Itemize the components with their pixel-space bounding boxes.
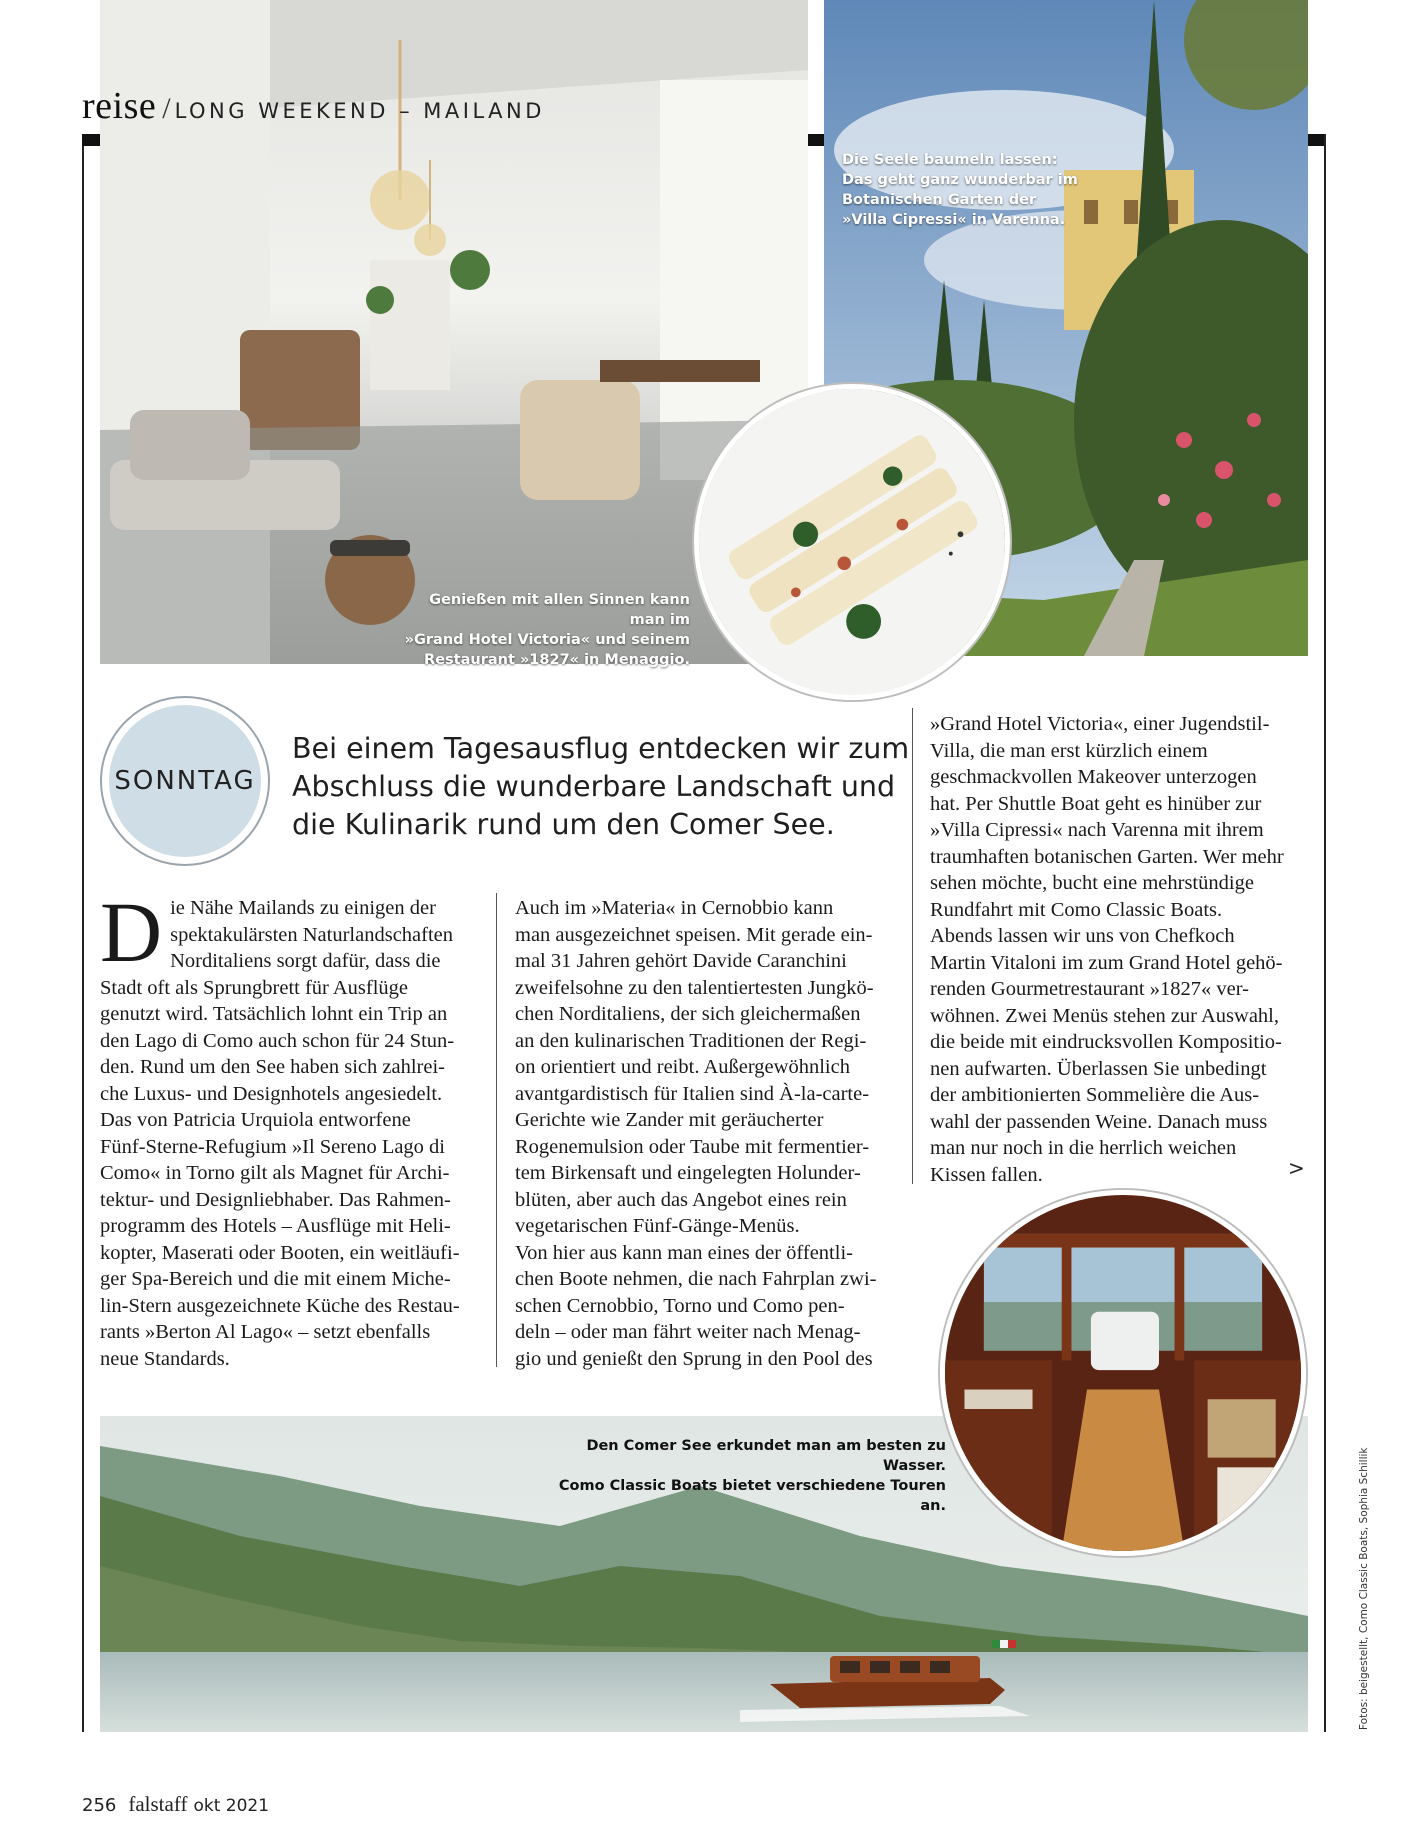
right-frame-line [1324, 134, 1326, 1732]
column-divider-1 [496, 893, 497, 1367]
body-column-2: Auch im »Materia« in Cernobbio kann man ausgezeichnet speisen. Mit gerade ein- mal 31 Jahren gehört Davide Caranchini zweifelsohne zu den talentiertesten Jungkö- chen Norditaliens, der sich gleichermaßen an den kulinarischen Traditionen der Regi- on orientiert und reibt. Außergewöhnlich avantgardistisch für Italien sind À-la-carte- Gerichte wie Zander mit geräucherter Rogenemulsion oder Taube mit fermentier- tem Birkensaft und eingelegten Holunder- blüten, aber auch das Angebot eines rein vegetarischen Fünf-Gänge-Menüs. Von hier aus kann man eines der öffentli- chen Boote nehmen, die nach Fahrplan zwi- schen Cernobbio, Torno und Como pen- deln – oder man fährt weiter nach Menag- gio und genießt den Sprung in den Pool des [515, 897, 877, 1370]
left-frame-line [82, 134, 84, 1732]
header-topic: LONG WEEKEND – MAILAND [174, 99, 545, 123]
hotel-photo-caption: Genießen mit allen Sinnen kann man im »Grand Hotel Victoria« und seinem Restaurant »1827« in Menaggio. [404, 592, 690, 668]
photo-credit: Fotos: beigestellt, Como Classic Boats, Sophia Schillik [1358, 1447, 1370, 1730]
lake-photo-caption: Den Comer See erkundet man am besten zu Wasser. Como Classic Boats bietet verschiedene Touren an. [558, 1438, 946, 1514]
frame-corner-right [1306, 134, 1324, 146]
body-column-3: »Grand Hotel Victoria«, einer Jugendstil- Villa, die man erst kürzlich einem geschmackvollen Makeover unterzogen hat. Per Shuttle Boat geht es hinüber zur »Villa Cipressi« nach Varenna mit ihrem traumhaften botanischen Garten. Wer mehr sehen möchte, bucht eine mehrstündige Rundfahrt mit Como Classic Boats. Abends lassen wir uns von Chefkoch Martin Vitaloni im zum Grand Hotel gehö- renden Gourmetrestaurant »1827« ver- wöhnen. Zwei Menüs stehen zur Auswahl, die beide mit eindrucksvollen Kompositio- nen aufwarten. Überlassen Sie unbedingt der ambitionierten Sommelière die Aus- wahl der passenden Weine. Danach muss man nur noch in die herrlich weichen Kissen fallen. [930, 713, 1284, 1186]
drop-cap: D [100, 884, 163, 980]
continue-arrow[interactable]: > [1288, 1156, 1305, 1180]
villa-photo-caption: Die Seele baumeln lassen: Das geht ganz wunderbar im Botanischen Garten der »Villa Cipressi« in Varenna. [842, 152, 1078, 228]
day-label: SONNTAG [109, 705, 261, 857]
lead-paragraph: Bei einem Tagesausflug entdecken wir zum Abschluss die wunderbare Landschaft und die Kulinarik rund um den Comer See. [292, 732, 910, 841]
frame-corner-left [82, 134, 100, 146]
page-header [82, 84, 545, 128]
page-footer [82, 1792, 269, 1817]
column-divider-2 [912, 708, 913, 1184]
day-badge [100, 696, 270, 866]
issue-date: okt 2021 [193, 1796, 270, 1816]
body-column-1: D ie Nähe Mailands zu einigen der spektakulärsten Naturlandschaften Norditaliens sorgt dafür, dass die Stadt oft als Sprungbrett für Ausflüge genutzt wird. Tatsächlich lohnt ein Trip an den Lago di Como auch schon für 24 Stun- den. Rund um den See haben sich zahlrei- che Luxus- und Designhotels angesiedelt. Das von Patricia Urquiola entworfene Fünf-Sterne-Refugium »Il Sereno Lago di Como« in Torno gilt als Magnet für Archi- tektur- und Designliebhaber. Das Rahmen- programm des Hotels – Ausflüge mit Heli- kopter, Maserati oder Booten, ein weitläufi- ger Spa-Bereich und die mit einem Miche- lin-Stern ausgezeichnete Küche des Restau- rants »Berton Al Lago« – setzt ebenfalls neue Standards. [100, 884, 460, 1370]
boat-interior-circle-photo [940, 1190, 1306, 1556]
page-number: 256 [82, 1795, 117, 1816]
section-name: reise [82, 85, 157, 127]
food-dish-circle-photo [694, 384, 1010, 700]
magazine-name: falstaff [128, 1792, 188, 1816]
header-separator: / [162, 92, 171, 125]
